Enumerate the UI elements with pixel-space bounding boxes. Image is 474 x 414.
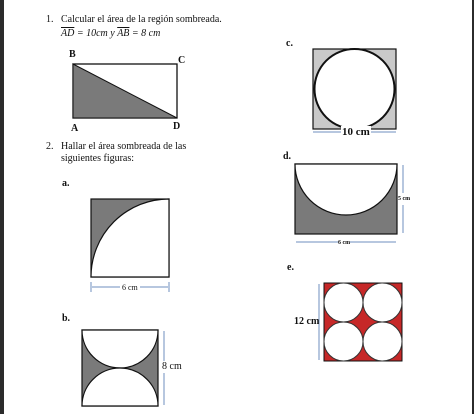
figure-c-label: c.	[286, 38, 293, 49]
figure-e-dimension: 12 cm	[294, 316, 320, 327]
figure-d-width-dimension: 6 cm	[338, 237, 350, 249]
problem-2-statement-cont: siguientes figuras:	[61, 153, 135, 164]
vertex-c-label: C	[178, 55, 186, 66]
vertex-b-label: B	[69, 49, 76, 60]
vertex-a-label: A	[71, 123, 79, 134]
figure-a-label: a.	[62, 178, 70, 189]
figure-d-height-dimension: 5 cm	[398, 193, 410, 205]
figure-d-label: d.	[283, 151, 292, 162]
figure-c-dimension: 10 cm	[342, 126, 370, 138]
segment-ab: $\overline{AB}$	[117, 28, 130, 39]
problem-1-statement: Calcular el área de la región sombreada.	[61, 14, 222, 25]
given-ab-value: = 8 cm	[131, 28, 161, 39]
figure-e-circle-2	[363, 283, 402, 322]
problem-2-statement: Hallar el área sombreada de las	[61, 141, 187, 152]
given-ad-value: = 10cm y	[76, 28, 115, 39]
figure-a-dimension: 6 cm	[122, 283, 138, 292]
segment-ad: $\overline{AD}$	[61, 28, 75, 39]
problem-1-number: 1.	[46, 14, 54, 25]
vertex-d-label: D	[173, 121, 181, 132]
figure-e-circle-3	[324, 322, 363, 361]
figure-e-circle-1	[324, 283, 363, 322]
figure-e-label: e.	[287, 262, 294, 273]
figure-b-label: b.	[62, 313, 71, 324]
figure-b-dimension: 8 cm	[162, 361, 182, 372]
problem-2-number: 2.	[46, 141, 54, 152]
figure-e-circle-4	[363, 322, 402, 361]
